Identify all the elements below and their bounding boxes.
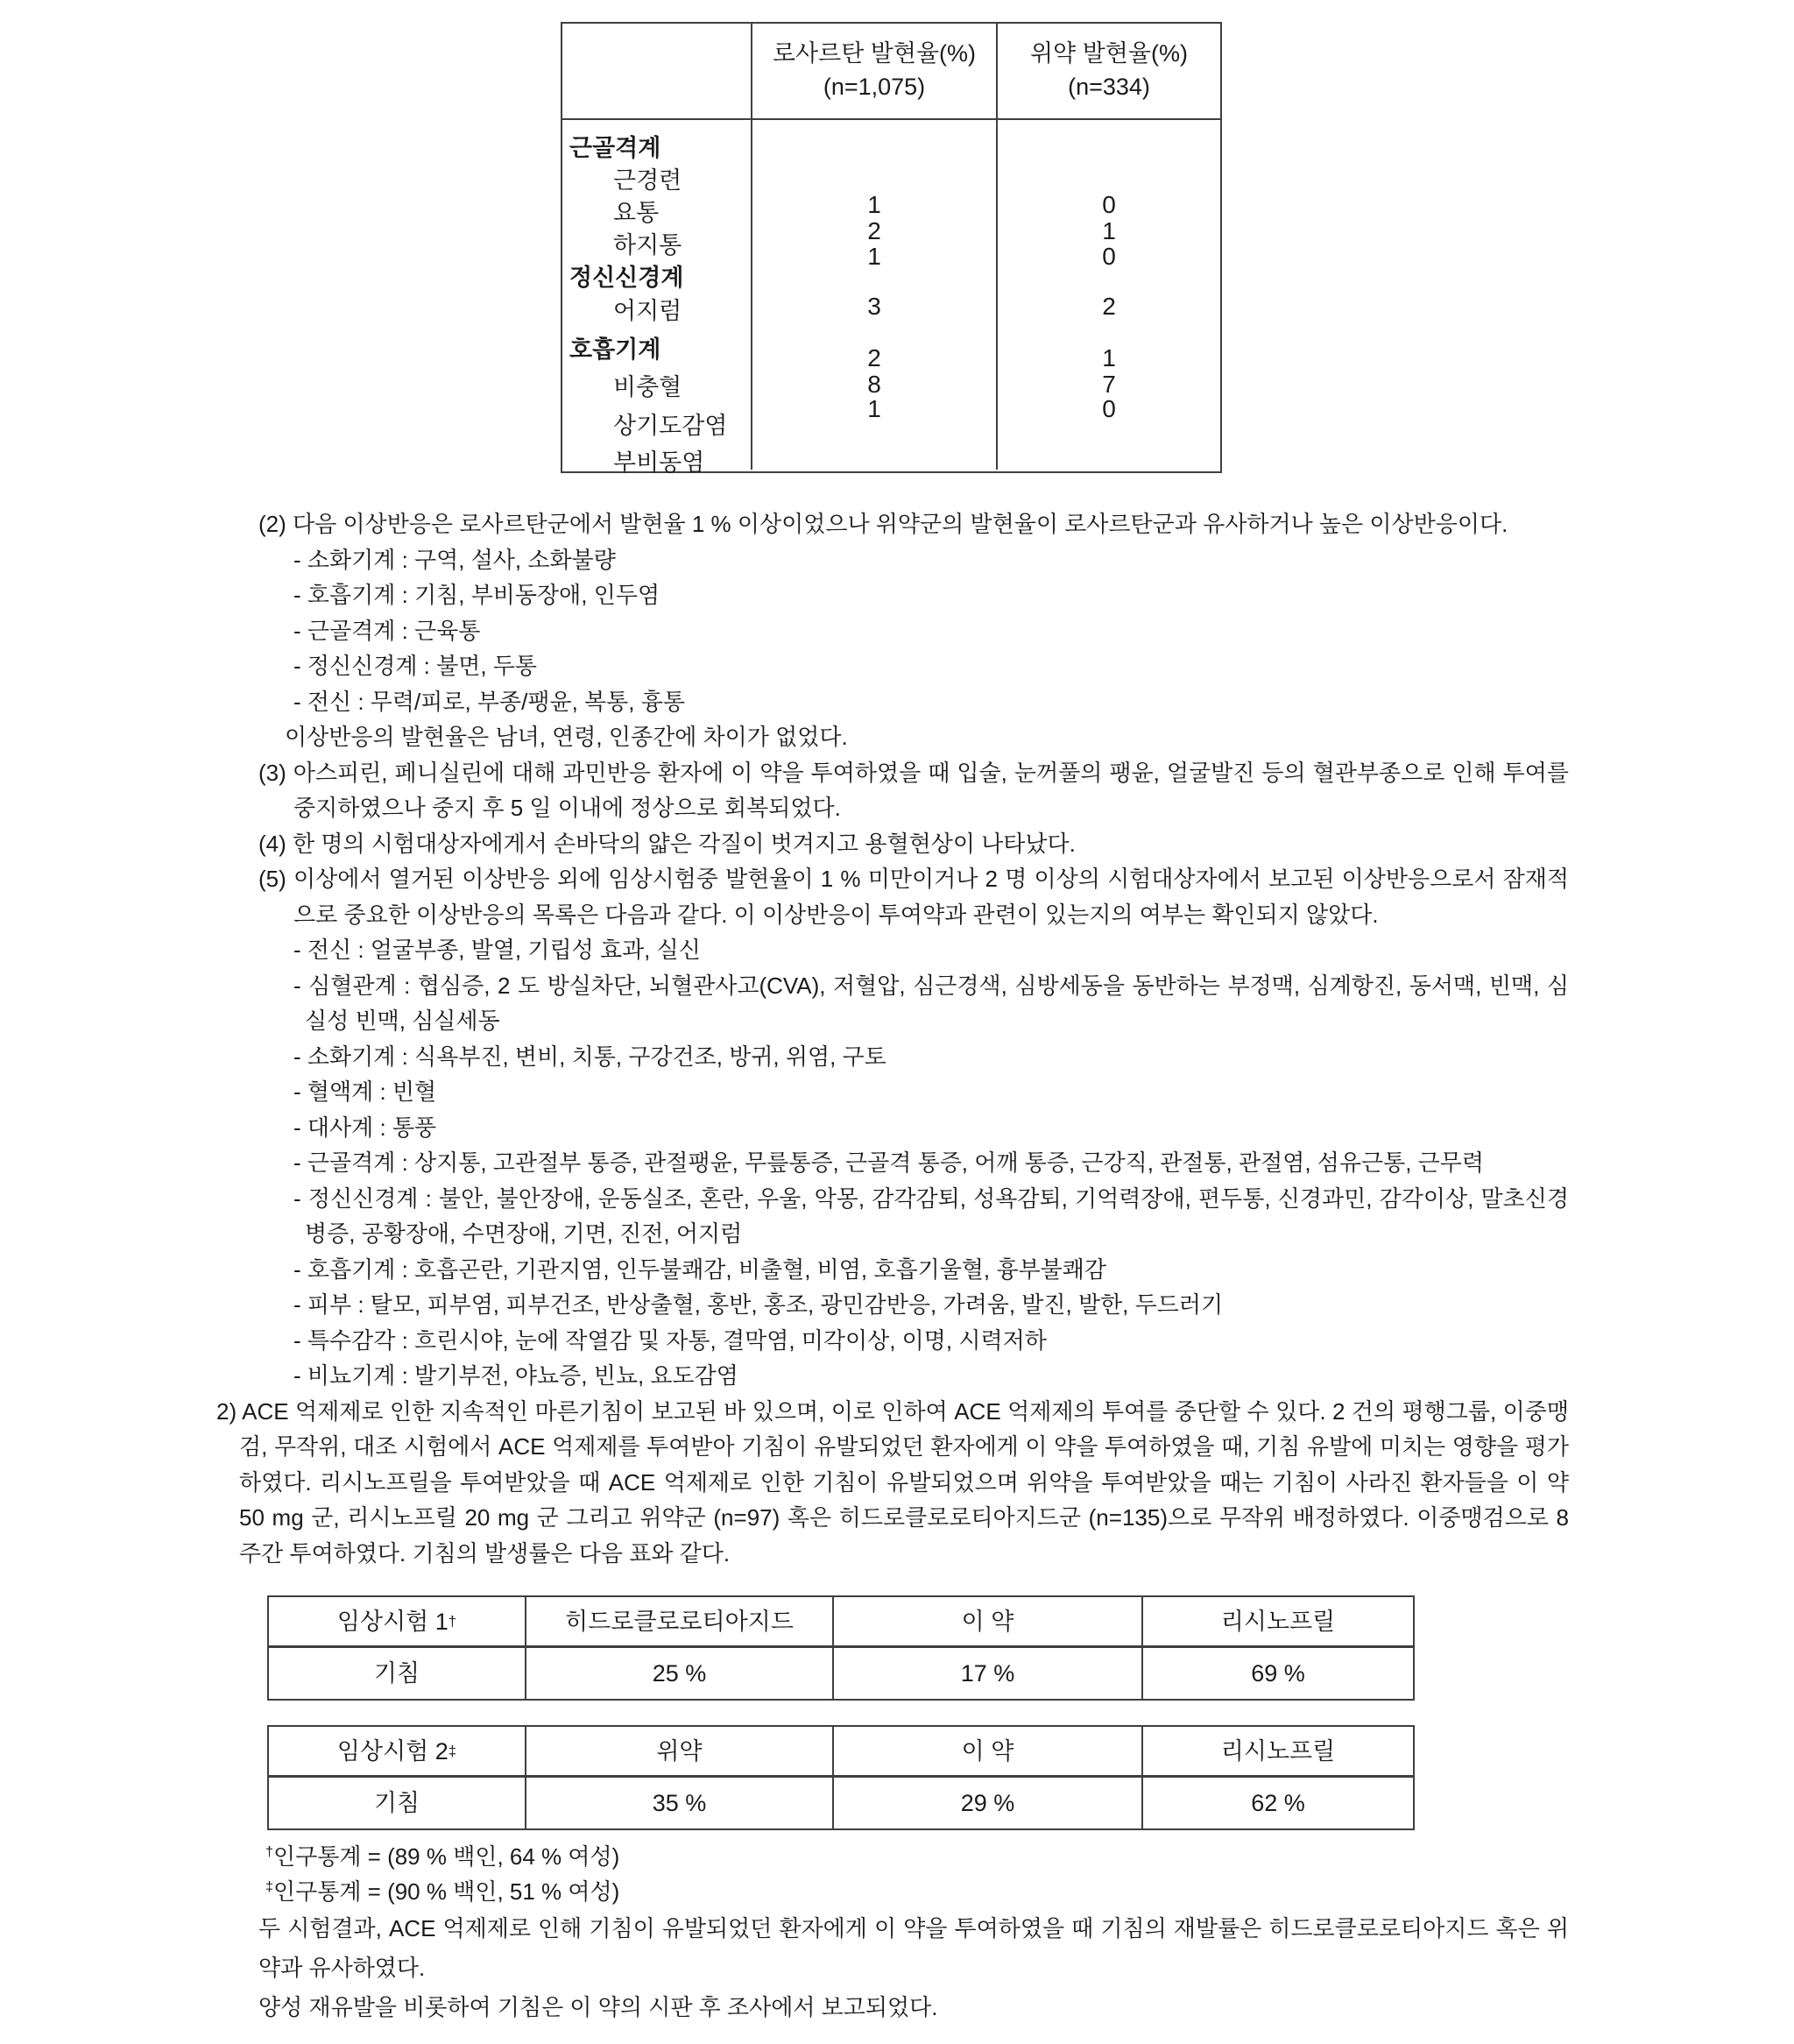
row-label-sinusitis: 부비동염 (613, 449, 705, 476)
footnote-1-text: 인구통계 = (89 % 백인, 64 % 여성) (272, 1843, 620, 1870)
placebo-value: 0 (1102, 191, 1116, 218)
cough-table-2-row-label: 기침 (373, 1790, 420, 1816)
cough-table-2-header-this-drug: 이 약 (832, 1727, 1141, 1778)
list-item-metabolic: - 대사계 : 통풍 (293, 1114, 437, 1141)
placebo-value: 0 (1102, 243, 1116, 270)
losartan-value: 2 (867, 344, 881, 371)
list-item-digestive-2: - 소화기계 : 식욕부진, 변비, 치통, 구강건조, 방귀, 위염, 구토 (293, 1043, 886, 1070)
list-item-neuropsychiatric: - 정신신경계 : 불면, 두통 (293, 653, 538, 679)
placebo-value: 1 (1102, 344, 1116, 371)
cough-table-1 (267, 1595, 1415, 1701)
category-label-neuropsychiatric: 정신신경계 (569, 265, 684, 291)
adverse-row-labels-column (562, 120, 751, 476)
placebo-value: 1 (1102, 217, 1116, 244)
main-text-column (216, 506, 1569, 2027)
category-label-respiratory: 호흡기계 (569, 336, 661, 363)
cough-table-1-value-this-drug: 17 % (832, 1648, 1141, 1699)
row-label-nasal-congestion: 비충혈 (613, 374, 682, 400)
paragraph-5: (5) 이상에서 열거된 이상반응 외에 임상시험중 발현율이 1 % 미만이거나 2 명 이상의 시험대상자에서 보고된 이상반응으로서 잠재적으로 중요한 이상반응의 목록은 다음과 같다. 이 이상반응이 투여약과 관련이 있는지의 여부는 확인되지 않았다. (258, 866, 1569, 928)
double-dagger-mark: ‡ (265, 1878, 273, 1895)
cough-table-1-header-hctz: 히드로클로로티아지드 (525, 1597, 832, 1648)
paragraph-2-note: 이상반응의 발현율은 남녀, 연령, 인종간에 차이가 없었다. (285, 724, 848, 750)
list-item-musculoskeletal-2: - 근골격계 : 상지통, 고관절부 통증, 관절팽윤, 무릎통증, 근골격 통증, 어깨 통증, 근강직, 관절통, 관절염, 섬유근통, 근무력 (293, 1149, 1485, 1176)
adverse-header-placebo-cell (996, 24, 1220, 118)
cough-table-2-value-this-drug: 29 % (832, 1778, 1141, 1828)
list-item-musculoskeletal: - 근골격계 : 근육통 (293, 617, 481, 644)
placebo-column-title: 위약 발현율(%) (1030, 40, 1188, 67)
losartan-value: 8 (867, 371, 881, 398)
paragraph-4: (4) 한 명의 시험대상자에게서 손바닥의 얇은 각질이 벗겨지고 용혈현상이 나타났다. (258, 830, 1076, 857)
closing-paragraph-2: 양성 재유발을 비롯하여 기침은 이 약의 시판 후 조사에서 보고되었다. (258, 1994, 938, 2020)
cough-table-2 (267, 1725, 1415, 1830)
category-label-musculoskeletal: 근골격계 (569, 135, 661, 161)
list-item-cardiovascular: - 심혈관계 : 협심증, 2 도 방실차단, 뇌혈관사고(CVA), 저혈압, 심근경색, 심방세동을 동반하는 부정맥, 심계항진, 동서맥, 빈맥, 심실성 빈맥, 심실세동 (293, 972, 1569, 1034)
row-label-leg-pain: 하지통 (613, 232, 682, 258)
placebo-value: 2 (1102, 293, 1116, 320)
cough-table-1-title: 임상시험 1 (336, 1608, 448, 1635)
list-item-hematologic: - 혈액계 : 빈혈 (293, 1079, 437, 1105)
paragraph-3: (3) 아스피린, 페니실린에 대해 과민반응 환자에 이 약을 투여하였을 때 입술, 눈꺼풀의 팽윤, 얼굴발진 등의 혈관부종으로 인해 투여를 중지하였으나 중지 후 5 일 이내에 정상으로 회복되었다. (258, 759, 1569, 821)
row-label-back-pain: 요통 (613, 200, 660, 226)
cough-table-2-value-placebo: 35 % (525, 1778, 832, 1828)
adverse-table-body (562, 120, 1220, 476)
adverse-header-losartan-cell (751, 24, 996, 118)
losartan-value: 3 (867, 293, 881, 320)
cough-table-1-row-label: 기침 (373, 1660, 420, 1687)
list-item-digestive: - 소화기계 : 구역, 설사, 소화불량 (293, 546, 616, 573)
losartan-value: 1 (867, 191, 881, 218)
list-item-respiratory: - 호흡기계 : 기침, 부비동장애, 인두염 (293, 582, 660, 608)
row-label-upper-respiratory-infection: 상기도감염 (613, 413, 728, 439)
list-item-systemic-2: - 전신 : 얼굴부종, 발열, 기립성 효과, 실신 (293, 937, 701, 963)
closing-paragraph-1: 두 시험결과, ACE 억제제로 인해 기침이 유발되었던 환자에게 이 약을 투여하였을 때 기침의 재발률은 히드로클로로티아지드 혹은 위약과 유사하였다. (258, 1915, 1569, 1981)
dagger-mark: † (265, 1843, 273, 1860)
placebo-column-n: (n=334) (1068, 74, 1150, 100)
footnote-2 (265, 1874, 1569, 1909)
paragraph-ace-cough-study: 2) ACE 억제제로 인한 지속적인 마른기침이 보고된 바 있으며, 이로 인하여 ACE 억제제의 투여를 중단할 수 있다. 2 건의 평행그룹, 이중맹검, 무작위, 대조 시험에서 ACE 억제제를 투여받아 기침이 유발되었던 환자에게 이 약을 투여하였을 때, 기침 유발에 미치는 영향을 평가하였다. 리시노프릴을 투여받았을 때 ACE 억제제로 인한 기침이 유발되었으며 위약을 투여받았을 때는 기침이 사라진 환자들을 이 약 50 mg 군, 리시노프릴 20 mg 군 그리고 위약군 (n=97) 혹은 히드로클로로티아지드군 (n=135)으로 무작위 배정하였다. 이중맹검으로 8 주간 투여하였다. 기침의 발생률은 다음 표와 같다. (216, 1397, 1569, 1567)
adverse-reactions-table (561, 22, 1222, 476)
cough-table-1-title-cell: 임상시험 1 † (269, 1597, 525, 1648)
list-item-respiratory-2: - 호흡기계 : 호흡곤란, 기관지염, 인두불쾌감, 비출혈, 비염, 호흡기울혈, 흉부불쾌감 (293, 1255, 1106, 1283)
adverse-header-empty-cell (562, 24, 751, 118)
footnote-2-text: 인구통계 = (90 % 백인, 51 % 여성) (272, 1878, 620, 1905)
cough-table-2-title-cell: 임상시험 2 ‡ (269, 1727, 525, 1778)
cough-table-1-header-this-drug: 이 약 (832, 1597, 1141, 1648)
placebo-value: 7 (1102, 371, 1116, 398)
list-item-urinary: - 비뇨기계 : 발기부전, 야뇨증, 빈뇨, 요도감염 (293, 1362, 738, 1389)
losartan-values-column (751, 120, 996, 470)
list-item-special-senses: - 특수감각 : 흐린시야, 눈에 작열감 및 자통, 결막염, 미각이상, 이명, 시력저하 (293, 1326, 1047, 1354)
footnote-1 (265, 1839, 1569, 1874)
cough-table-2-header-lisinopril: 리시노프릴 (1141, 1727, 1413, 1778)
cough-table-1-value-hctz: 25 % (525, 1648, 832, 1699)
row-label-dizziness: 어지럼 (613, 298, 682, 324)
cough-table-1-header-lisinopril: 리시노프릴 (1141, 1597, 1413, 1648)
paragraph-2: (2) 다음 이상반응은 로사르탄군에서 발현율 1 % 이상이었으나 위약군의 발현율이 로사르탄군과 유사하거나 높은 이상반응이다. (258, 511, 1508, 537)
list-item-skin: - 피부 : 탈모, 피부염, 피부건조, 반상출혈, 홍반, 홍조, 광민감반응, 가려움, 발진, 발한, 두드러기 (293, 1291, 1224, 1318)
row-label-muscle-cramp: 근경련 (613, 167, 682, 194)
cough-table-2-header-placebo: 위약 (525, 1727, 832, 1778)
cough-table-2-title: 임상시험 2 (336, 1737, 448, 1765)
losartan-value: 2 (867, 217, 881, 244)
table-footnotes (265, 1839, 1569, 1909)
adverse-table-header-row (562, 24, 1220, 120)
cough-table-1-value-lisinopril: 69 % (1141, 1648, 1413, 1699)
losartan-column-n: (n=1,075) (823, 74, 926, 100)
placebo-values-column (996, 120, 1220, 470)
losartan-value: 1 (867, 243, 881, 270)
cough-table-2-value-lisinopril: 62 % (1141, 1778, 1413, 1828)
list-item-systemic: - 전신 : 무력/피로, 부종/팽윤, 복통, 흉통 (293, 688, 685, 715)
losartan-column-title: 로사르탄 발현율(%) (772, 40, 977, 67)
list-item-neuropsychiatric-2: - 정신신경계 : 불안, 불안장애, 운동실조, 혼란, 우울, 악몽, 감각감퇴, 성욕감퇴, 기억력장애, 편두통, 신경과민, 감각이상, 말초신경병증, 공황장애, 수면장애, 기면, 진전, 어지럼 (293, 1185, 1569, 1247)
losartan-value: 1 (867, 395, 881, 422)
placebo-value: 0 (1102, 395, 1116, 422)
